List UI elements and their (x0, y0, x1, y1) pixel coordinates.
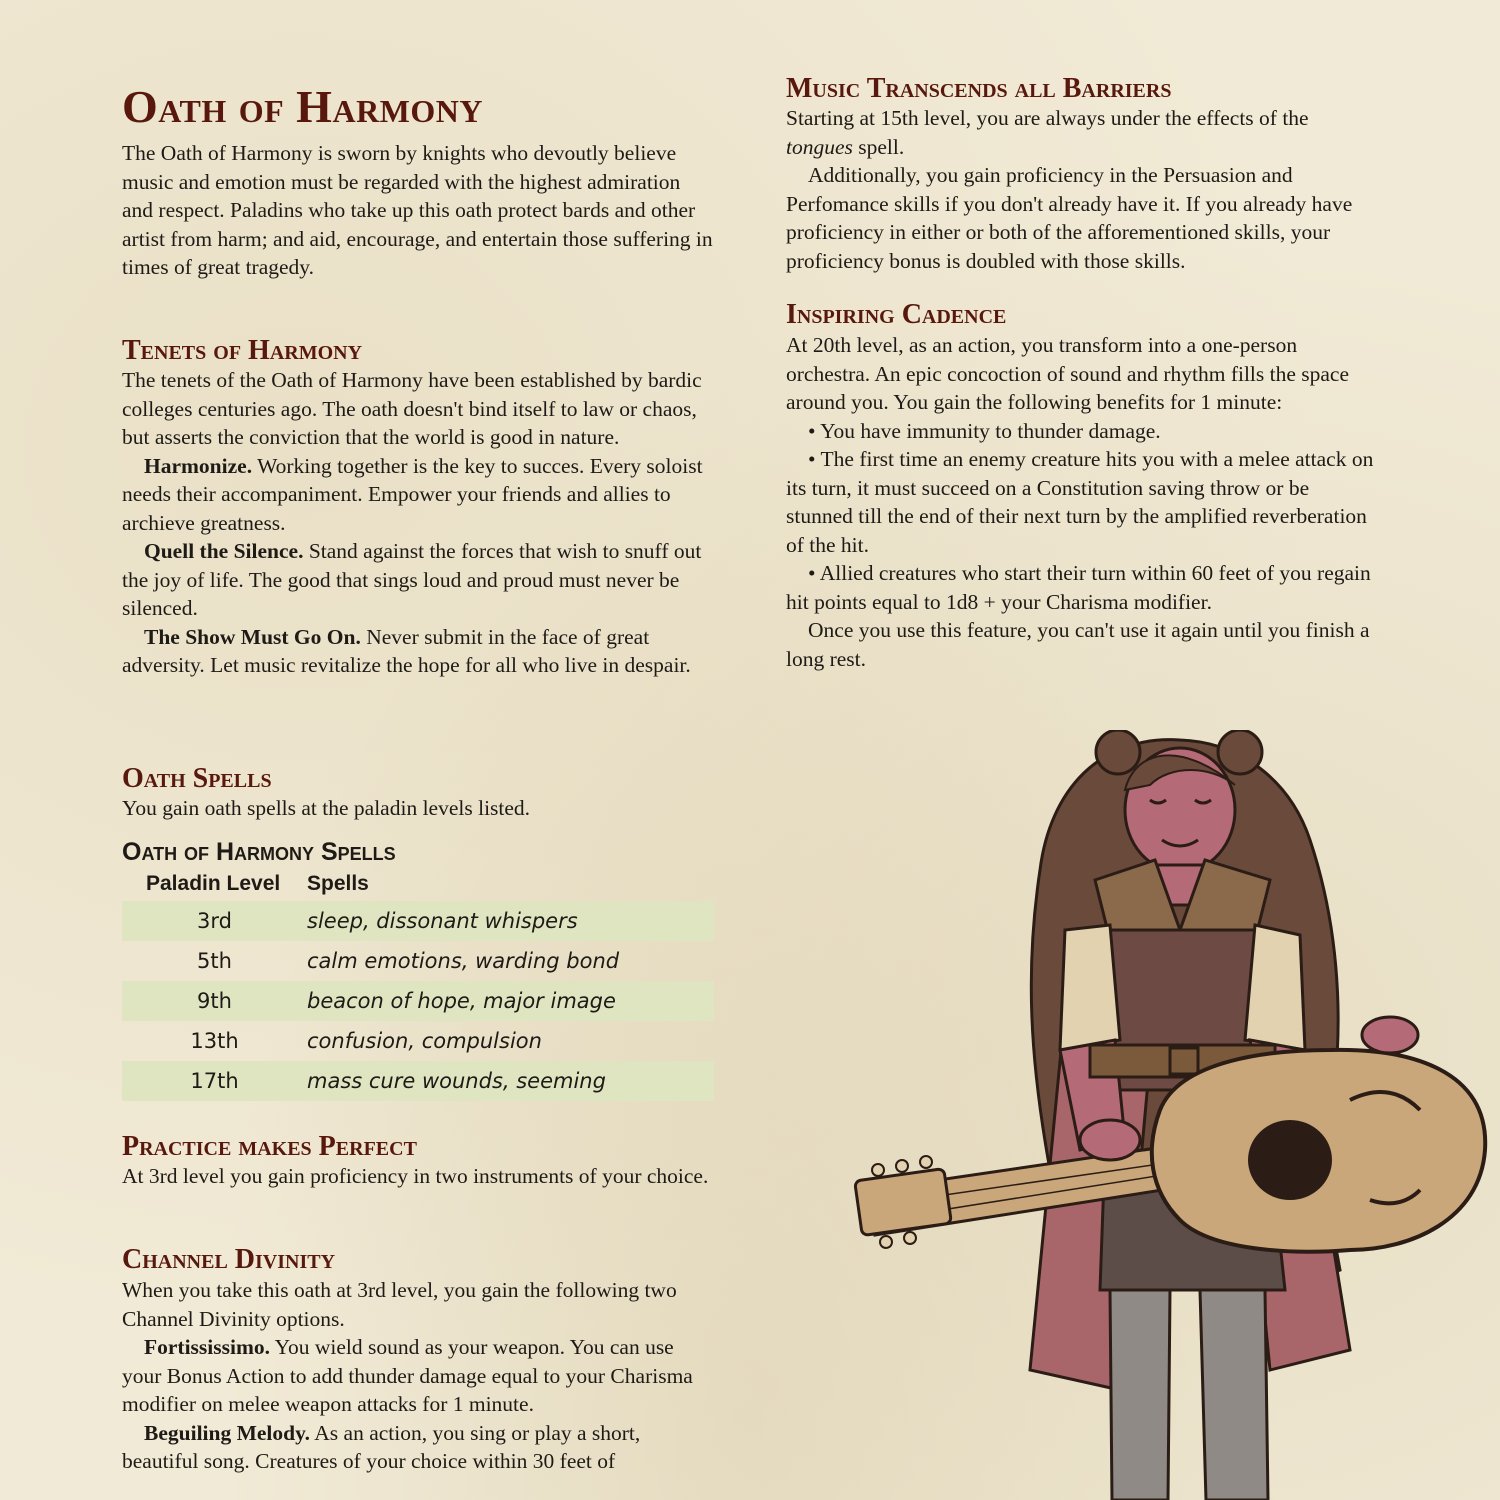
col-paladin-level: Paladin Level (146, 872, 281, 895)
cadence-bullet: • The first time an enemy creature hits you with a melee attack on its turn, it must succeed on a Constitution saving throw or be stunned till the end of their next turn by the amplified reverberation of the hit. (786, 447, 1374, 557)
table-row: 9th beacon of hope, major image (122, 981, 714, 1021)
channel-text: When you take this oath at 3rd level, you gain the following two Channel Divinity options. (122, 1278, 677, 1331)
channel-heading: Channel Divinity (122, 1244, 336, 1275)
page-title: Oath of Harmony (122, 81, 483, 132)
table-row: 17th mass cure wounds, seeming (122, 1061, 714, 1101)
bard-illustration (850, 730, 1500, 1500)
tenet-show-must-go-on: The Show Must Go On. Never submit in the face of great adversity. Let music revitalize the hope for all who live in despair. (122, 624, 691, 677)
table-row: 13th confusion, compulsion (190, 1029, 542, 1053)
cadence-bullet: • You have immunity to thunder damage. (808, 418, 1161, 443)
cadence-section (786, 331, 1378, 673)
spell-table-title: Oath of Harmony Spells (122, 838, 396, 866)
music-section (786, 104, 1378, 275)
oath-spells-heading: Oath Spells (122, 763, 272, 794)
music-text: Starting at 15th level, you are always under the effects of the tongues spell. (786, 106, 1309, 159)
tenets-heading: Tenets of Harmony (122, 335, 363, 366)
practice-text: At 3rd level you gain proficiency in two instruments of your choice. (122, 1164, 709, 1188)
intro-paragraph: The Oath of Harmony is sworn by knights who devoutly believe music and emotion must be regarded with the highest admiration and respect. Paladins who take up this oath protect bards and other artist from harm; and aid, encourage, and entertain those suffering in times of great tragedy. (122, 141, 713, 279)
spell-table (122, 838, 714, 1101)
col-spells: Spells (307, 872, 369, 895)
spell-table-header (122, 867, 714, 901)
channel-beguiling-melody: Beguiling Melody. As an action, you sing or play a short, beautiful song. Creatures of your choice within 30 feet of (122, 1420, 641, 1473)
channel-section (122, 1276, 714, 1476)
practice-heading: Practice makes Perfect (122, 1131, 417, 1162)
table-row: 3rd sleep, dissonant whispers (122, 901, 714, 941)
music-heading: Music Transcends all Barriers (786, 73, 1172, 104)
table-row: 5th calm emotions, warding bond (197, 949, 620, 973)
tenet-harmonize: Harmonize. Working together is the key to succes. Every soloist needs their accompaniment. Empower your friends and allies to archieve greatness. (122, 453, 703, 535)
cadence-closing: Once you use this feature, you can't use it again until you finish a long rest. (786, 618, 1370, 671)
tenets-text: The tenets of the Oath of Harmony have been established by bardic colleges centuries ago. The oath doesn't bind itself to law or chaos, but asserts the conviction that the world is good in nature. (122, 368, 702, 449)
music-text-2: Additionally, you gain proficiency in the Persuasion and Perfomance skills if you don't already have it. If you already have proficiency in either or both of the afforementioned skills, your proficiency bonus is doubled with those skills. (786, 163, 1353, 273)
oath-spells-text: You gain oath spells at the paladin levels listed. (122, 796, 531, 820)
channel-fortississimo: Fortississimo. You wield sound as your weapon. You can use your Bonus Action to add thunder damage equal to your Charisma modifier on melee weapon attacks for 1 minute. (122, 1335, 693, 1416)
tenets-section (122, 366, 714, 680)
cadence-text: At 20th level, as an action, you transform into a one-person orchestra. An epic concoction of sound and rhythm fills the space around you. You gain the following benefits for 1 minute: (786, 333, 1350, 414)
cadence-heading: Inspiring Cadence (786, 299, 1007, 330)
cadence-bullet: • Allied creatures who start their turn within 60 feet of you regain hit points equal to 1d8 + your Charisma modifier. (786, 561, 1371, 614)
tenet-quell-silence: Quell the Silence. Stand against the forces that wish to snuff out the joy of life. The good that sings loud and proud must never be silenced. (122, 539, 702, 620)
